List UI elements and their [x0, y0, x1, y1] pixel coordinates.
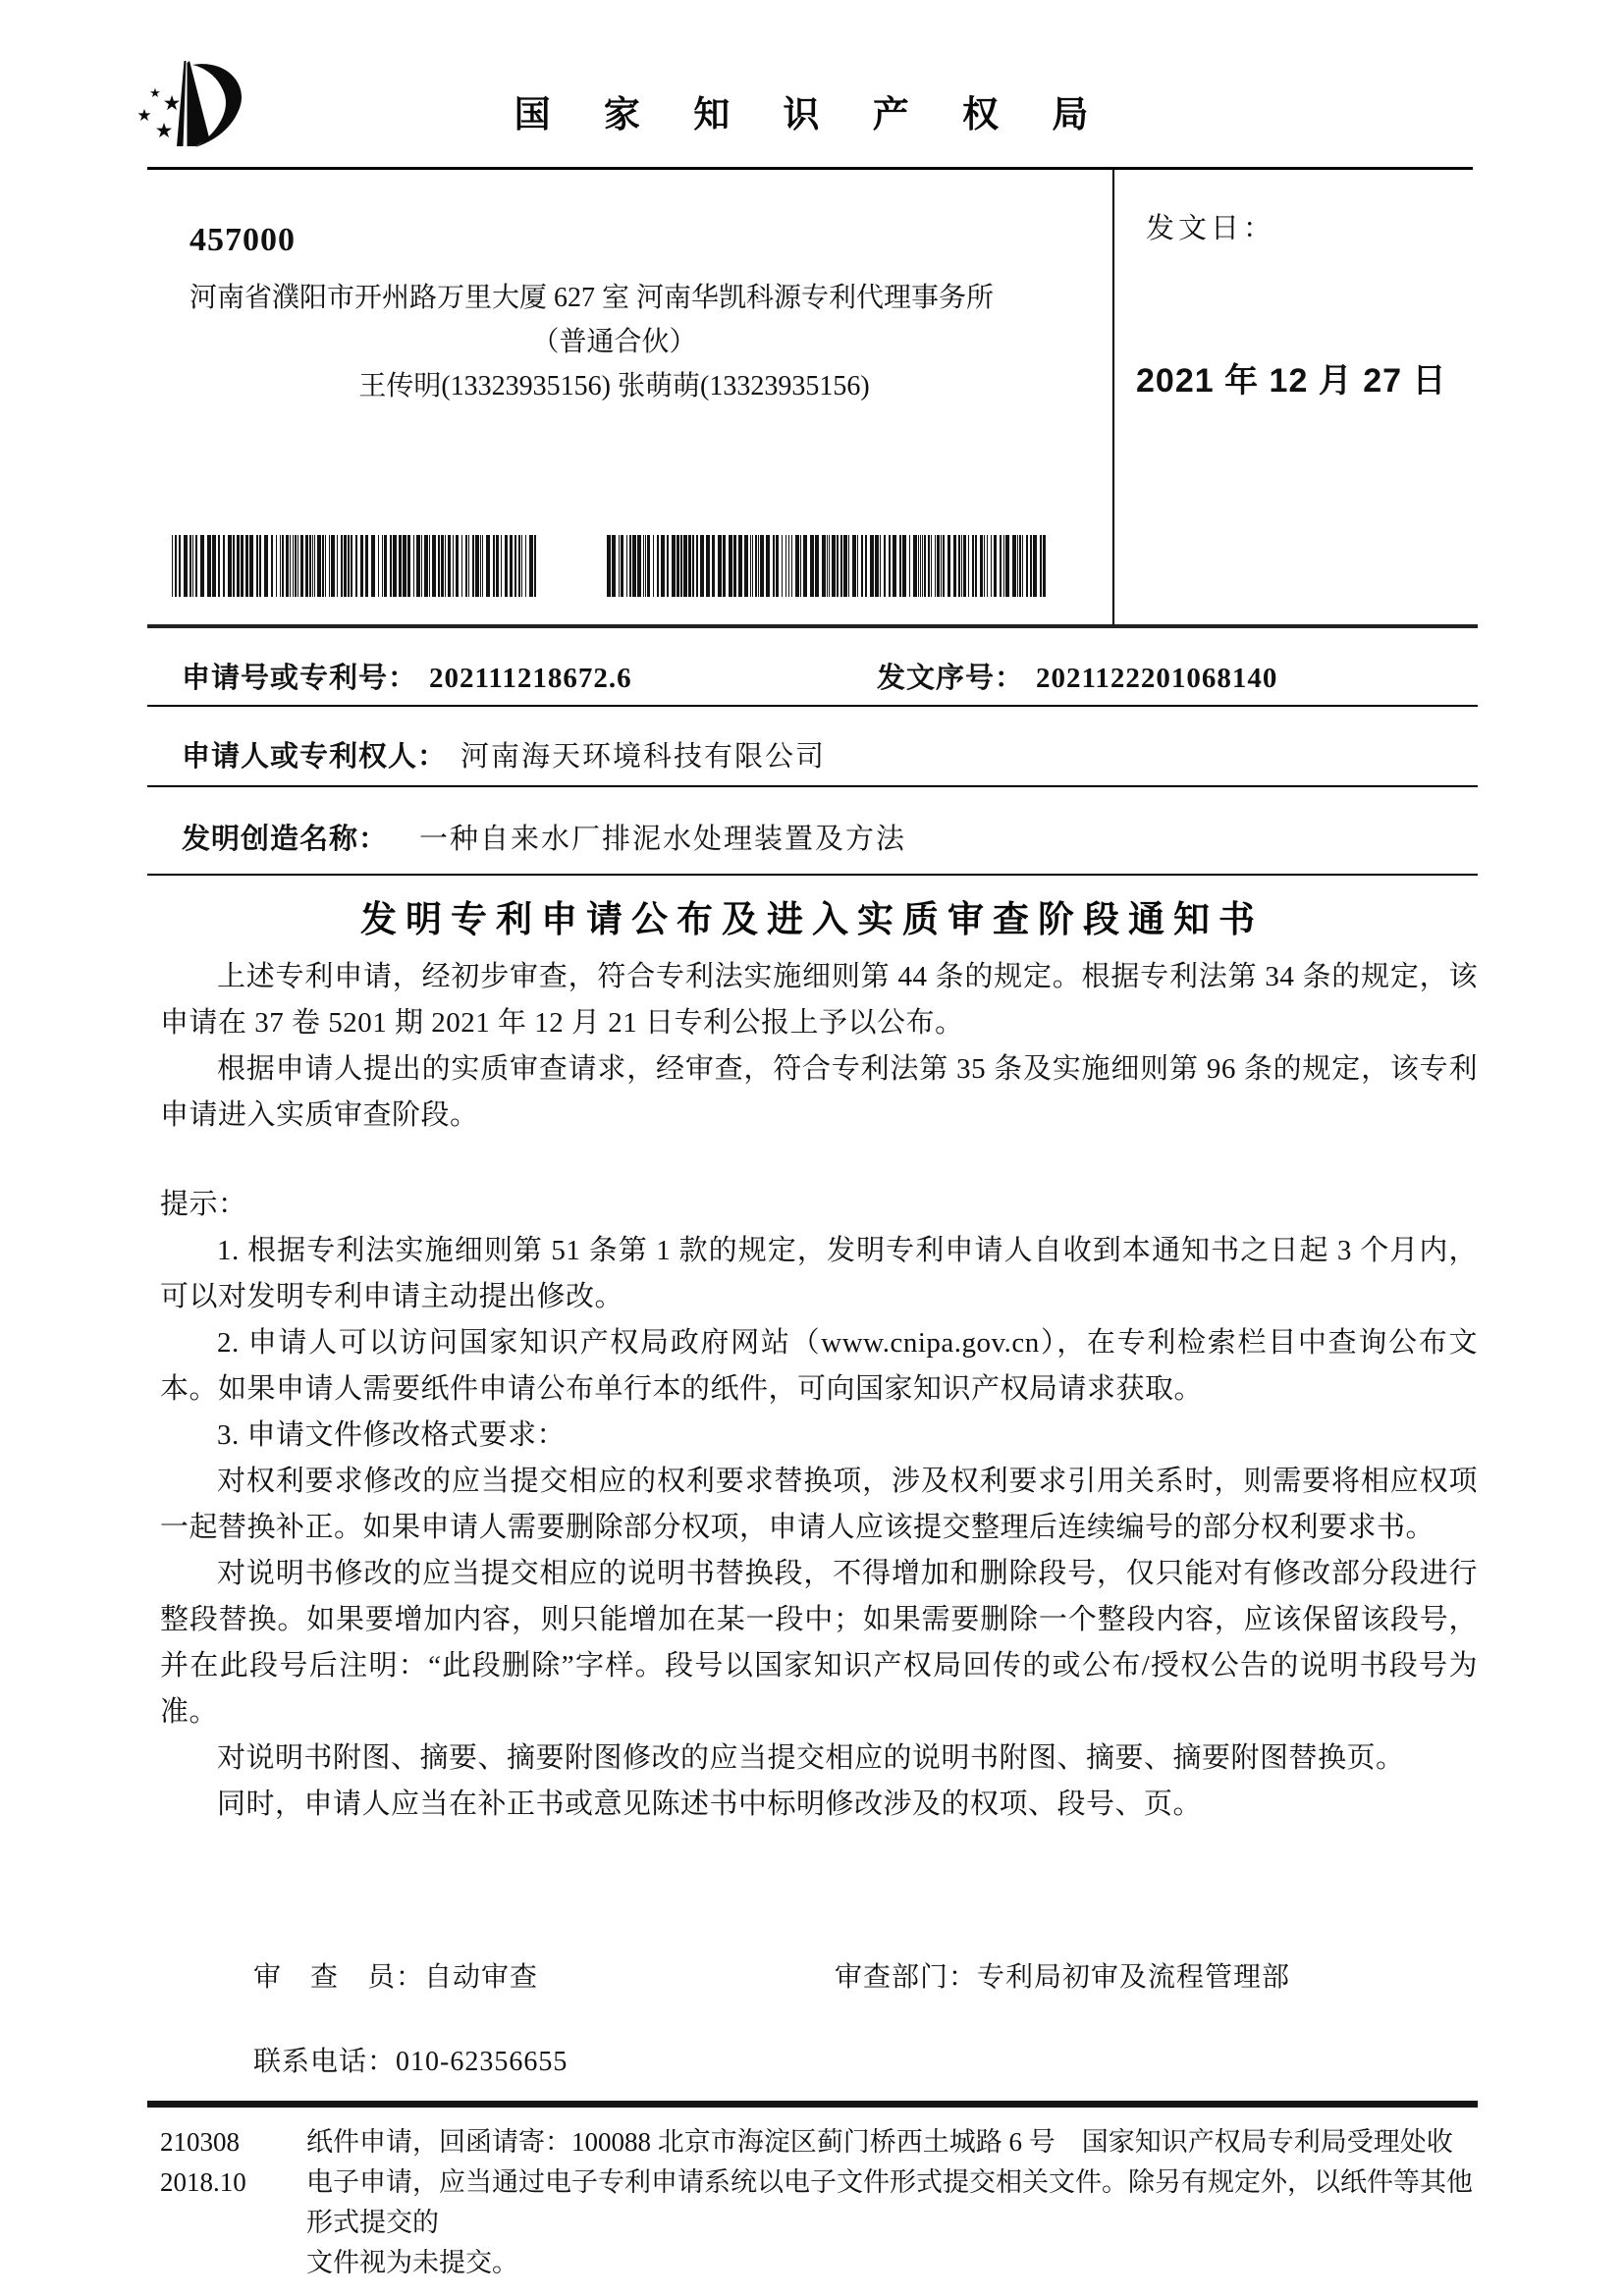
svg-text:★: ★: [186, 80, 197, 93]
footer-instructions: [306, 2122, 1494, 2283]
form-date: 2018.10: [160, 2167, 246, 2197]
form-number: 210308: [160, 2127, 240, 2157]
recipient-address-line1: 河南省濮阳市开州路万里大厦 627 室 河南华凯科源专利代理事务所: [189, 283, 995, 313]
dispatch-serial-label: 发文序号：: [877, 663, 1025, 694]
applicant-row: [182, 734, 826, 774]
recipient-contacts: 王传明(13323935156) 张萌萌(13323935156): [358, 371, 870, 401]
notice-paragraph-1: 上述专利申请，经初步审查，符合专利法实施细则第 44 条的规定。根据专利法第 34 条的规定，该申请在 37 卷 5201 期 2021 年 12 月 21 日专利公报上予以公布。: [160, 961, 1478, 1039]
tip-3d: 同时，申请人应当在补正书或意见陈述书中标明修改涉及的权项、段号、页。: [217, 1789, 1203, 1820]
contact-phone-value: 010-62356655: [396, 2047, 568, 2077]
svg-text:★: ★: [149, 86, 161, 101]
application-number-value: 202111218672.6: [429, 663, 632, 694]
divider: [147, 874, 1478, 876]
tip-3c: 对说明书附图、摘要、摘要附图修改的应当提交相应的说明书附图、摘要、摘要附图替换页。: [217, 1742, 1405, 1774]
department-row: [835, 1955, 1290, 1995]
applicant-label: 申请人或专利权人：: [182, 741, 448, 773]
applicant-value: 河南海天环境科技有限公司: [460, 741, 827, 773]
application-number-label: 申请号或专利号：: [182, 663, 418, 694]
footer-line-2: 电子申请，应当通过电子专利申请系统以电子文件形式提交相关文件。除另有规定外，以纸件等其他形式提交的: [306, 2167, 1473, 2237]
recipient-address-line2: （普通合伙）: [531, 327, 697, 357]
barcode-right: [607, 535, 1047, 597]
dispatch-date-value: 2021 年 12 月 27 日: [1136, 362, 1447, 400]
notice-paragraph-2: 根据申请人提出的实质审查请求，经审查，符合专利法第 35 条及实施细则第 96 条的规定，该专利申请进入实质审查阶段。: [160, 1053, 1478, 1131]
form-number-block: [160, 2122, 246, 2203]
tip-3b: 对说明书修改的应当提交相应的说明书替换段，不得增加和删除段号，仅只能对有修改部分段进行整段替换。如果要增加内容，则只能增加在某一段中；如果需要删除一个整段内容，应该保留该段号，并在此段号后注明：“此段删除”字样。段号以国家知识产权局回传的或公布/授权公告的说明书段号为准。: [160, 1558, 1478, 1728]
footer-line-3: 文件视为未提交。: [306, 2248, 518, 2277]
dispatch-date-label: 发文日：: [1146, 213, 1276, 244]
invention-title-value: 一种自来水厂排泥水处理装置及方法: [419, 824, 907, 855]
dispatch-serial-value: 2021122201068140: [1036, 663, 1278, 694]
contact-phone-label: 联系电话：: [253, 2047, 397, 2077]
agency-title: 国 家 知 识 产 权 局: [514, 94, 1110, 134]
barcode-left: [172, 535, 537, 597]
tip-1: 1. 根据专利法实施细则第 51 条第 1 款的规定，发明专利申请人自收到本通知书之日起 3 个月内，可以对发明专利申请主动提出修改。: [160, 1235, 1478, 1312]
divider: [147, 624, 1478, 628]
invention-title-row: [182, 817, 906, 857]
tips-label: 提示：: [160, 1189, 247, 1220]
footer-line-1: 纸件申请，回函请寄：100088 北京市海淀区蓟门桥西土城路 6 号 国家知识产权局专利局受理处收: [306, 2127, 1453, 2157]
tip-2: 2. 申请人可以访问国家知识产权局政府网站（www.cnipa.gov.cn），在专利检索栏目中查询公布文本。如果申请人需要纸件申请公布单行本的纸件，可向国家知识产权局请求获取。: [160, 1327, 1478, 1405]
notice-title: 发明专利申请公布及进入实质审查阶段通知书: [360, 899, 1264, 939]
svg-text:★: ★: [154, 119, 174, 142]
contact-phone-row: [253, 2040, 568, 2079]
divider: [147, 785, 1478, 787]
tip-3-heading: 3. 申请文件修改格式要求：: [217, 1419, 567, 1451]
dispatch-serial-row: [877, 656, 1277, 696]
dispatch-date-box: [1112, 169, 1478, 626]
department-label: 审查部门：: [835, 1962, 978, 1993]
svg-text:★: ★: [136, 106, 152, 126]
divider: [147, 705, 1478, 707]
invention-title-label: 发明创造名称：: [182, 824, 389, 855]
application-number-row: [182, 656, 632, 696]
tip-3a: 对权利要求修改的应当提交相应的权利要求替换项，涉及权利要求引用关系时，则需要将相应权项一起替换补正。如果申请人需要删除部分权项，申请人应该提交整理后连续编号的部分权利要求书。: [160, 1466, 1478, 1543]
recipient-postcode: 457000: [189, 222, 296, 258]
examiner-label: 审 查 员：: [253, 1962, 425, 1993]
svg-text:★: ★: [162, 91, 182, 115]
examiner-value: 自动审查: [424, 1962, 539, 1993]
examiner-row: [253, 1955, 538, 1995]
recipient-block: [189, 222, 1039, 408]
notice-body: [160, 954, 1478, 1828]
footer-divider: [147, 2101, 1478, 2108]
department-value: 专利局初审及流程管理部: [977, 1962, 1291, 1993]
